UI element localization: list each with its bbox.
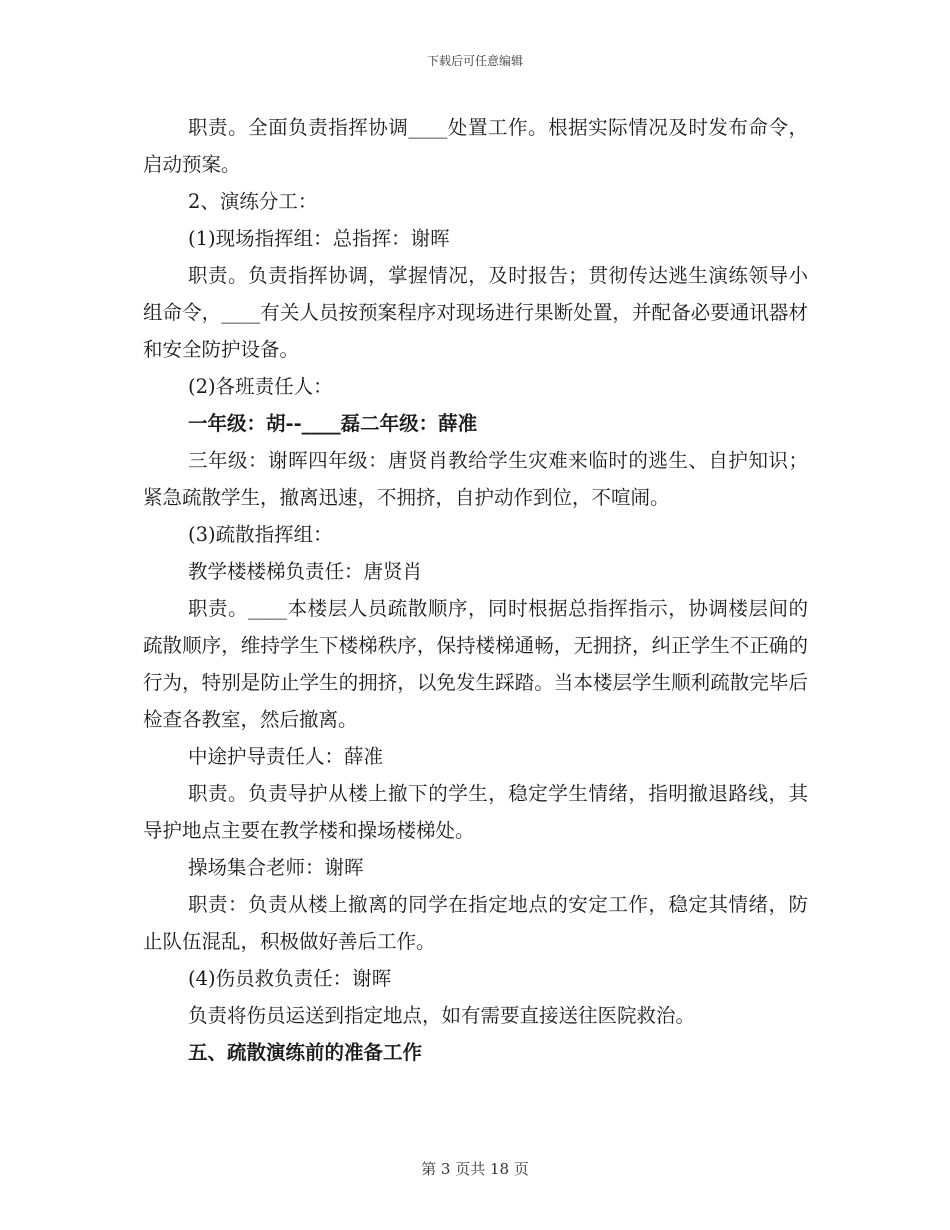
paragraph: 三年级：谢晖四年级：唐贤肖教给学生灾难来临时的逃生、自护知识；紧急疏散学生，撤离迅速，不拥挤，自护动作到位，不喧闹。 xyxy=(143,449,808,509)
paragraph: 负责将伤员运送到指定地点，如有需要直接送往医院救治。 xyxy=(188,1004,696,1027)
document-body xyxy=(143,109,808,1071)
paragraph: 职责。____本楼层人员疏散顺序，同时根据总指挥指示，协调楼层间的疏散顺序，维持学生下楼梯秩序，保持楼梯通畅，无拥挤，纠正学生不正确的行为，特别是防止学生的拥挤，以免发生踩踏。当本楼层学生顺利疏散完毕后检查各教室，然后撤离。 xyxy=(143,597,808,731)
paragraph: 中途护导责任人：薛准 xyxy=(188,745,384,768)
paragraph: (3)疏散指挥组： xyxy=(188,523,333,546)
page-footer: 第 3 页共 18 页 xyxy=(421,1160,529,1178)
page-header: 下载后可任意编辑 xyxy=(426,54,523,68)
paragraph: 职责：负责从楼上撤离的同学在指定地点的安定工作，稳定其情绪，防止队伍混乱，积极做好善后工作。 xyxy=(143,893,808,953)
paragraph: (2)各班责任人： xyxy=(188,375,333,398)
paragraph: (1)现场指挥组：总指挥：谢晖 xyxy=(188,227,450,250)
paragraph: 职责。负责指挥协调，掌握情况，及时报告；贯彻传达逃生演练领导小组命令，____有关人员按预案程序对现场进行果断处置，并配备必要通讯器材和安全防护设备。 xyxy=(143,264,808,361)
paragraph: (4)伤员救负责任：谢晖 xyxy=(188,967,392,990)
paragraph: 教学楼楼梯负责任：唐贤肖 xyxy=(188,560,423,583)
paragraph: 职责。全面负责指挥协调____处置工作。根据实际情况及时发布命令，启动预案。 xyxy=(143,116,808,176)
section-heading: 五、疏散演练前的准备工作 xyxy=(188,1041,423,1064)
paragraph: 2、演练分工： xyxy=(188,190,318,213)
paragraph: 职责。负责导护从楼上撤下的学生，稳定学生情绪，指明撤退路线，其导护地点主要在教学楼和操场楼梯处。 xyxy=(143,782,808,842)
paragraph: 操场集合老师：谢晖 xyxy=(188,856,364,879)
paragraph-bold: 一年级：胡--____磊二年级：薛准 xyxy=(188,412,478,435)
